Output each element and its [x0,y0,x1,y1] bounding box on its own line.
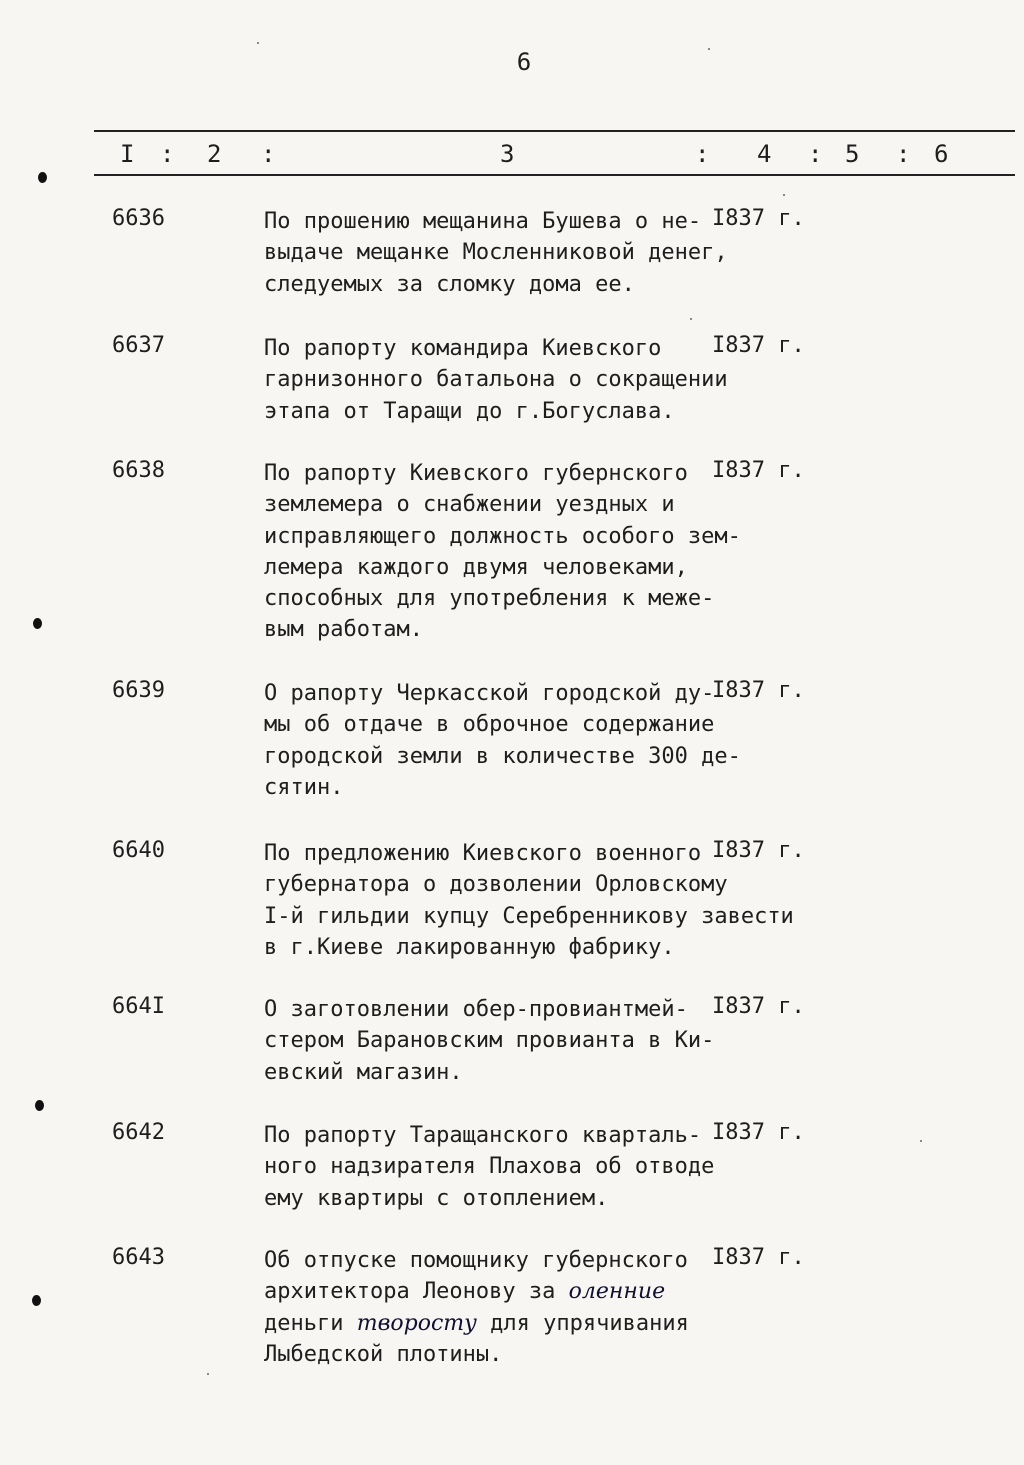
column-header-6: 6 [934,140,949,168]
entry-line: способных для употребления к меже- [264,586,715,612]
entry-number: 6639 [112,678,165,703]
entry-line: Лыбедской плотины. [264,1341,503,1367]
scan-speck [257,42,259,44]
column-separator: : [160,140,175,168]
scan-speck [207,1373,209,1375]
entry-line: этапа от Таращи до г.Богуслава. [264,398,675,424]
entry-year: I837 г. [712,206,805,231]
entry-line: городской земли в количестве 300 де- [264,743,741,769]
punch-hole [32,1295,41,1306]
entry-description [264,1245,714,1370]
entry-year: I837 г. [712,1245,805,1270]
entry-line: евский магазин. [264,1059,463,1085]
entry-line: ему квартиры с отоплением. [264,1185,609,1211]
entry-line: выдаче мещанке Мосленниковой денег, [264,240,728,266]
entry-year: I837 г. [712,1120,805,1145]
entry-number: 6637 [112,333,165,358]
entry-line: губернатора о дозволении Орловскому [264,872,728,898]
entry-year: I837 г. [712,994,805,1019]
entry-line: исправляющего должность особого зем- [264,523,741,549]
entry-line: О заготовлении обер-провиантмей- [264,997,688,1022]
entry-line: сятин. [264,774,344,800]
entry-line: По рапорту командира Киевского [264,336,662,361]
column-separator: : [896,140,911,168]
punch-hole [35,1100,44,1111]
column-separator: : [695,140,710,168]
column-header-1: I [120,140,135,168]
entry-number: 6642 [112,1120,165,1145]
entry-line: По рапорту Киевского губернского [264,461,688,486]
entry-line: следуемых за сломку дома ее. [264,271,635,297]
entry-line: По прошению мещанина Бушева о не- [264,209,702,234]
entry-line: гарнизонного батальона о сокращении [264,367,728,393]
scan-speck [783,194,785,196]
entry-description [264,458,741,646]
entry-number: 6640 [112,838,165,863]
column-separator: : [261,140,276,168]
entry-line: лемера каждого двумя человеками, [264,554,688,580]
entry-number: 6638 [112,458,165,483]
punch-hole [33,618,42,629]
entry-year: I837 г. [712,458,805,483]
entry-line: архитектора Леонову за [264,1279,556,1305]
scan-speck [708,48,710,50]
entry-line: ного надзирателя Плахова об отводе [264,1154,715,1180]
entry-description [264,678,741,803]
entry-description [264,333,728,427]
entry-line: Об отпуске помощнику губернского [264,1248,688,1273]
entry-number: 664I [112,994,165,1019]
entry-number: 6636 [112,206,165,231]
entry-year: I837 г. [712,838,805,863]
entry-line: По предложению Киевского военного [264,841,702,866]
entry-year: I837 г. [712,678,805,703]
column-header-4: 4 [757,140,772,168]
entry-year: I837 г. [712,333,805,358]
column-header-3: 3 [500,140,515,168]
entry-line: I-й гильдии купцу Серебренникову завести [264,903,794,929]
scan-speck [920,1140,922,1142]
entry-line: стером Барановским провианта в Ки- [264,1028,715,1054]
column-header-2: 2 [207,140,222,168]
entry-line: для упрячивания [490,1310,689,1336]
entry-line: мы об отдаче в оброчное содержание [264,712,715,738]
header-top-rule [94,130,1015,132]
entry-line: деньги [264,1310,344,1336]
punch-hole [38,172,47,183]
entry-line: в г.Киеве лакированную фабрику. [264,934,675,960]
column-separator: : [808,140,823,168]
entry-description [264,1120,714,1214]
scan-speck [690,318,692,320]
column-header-5: 5 [845,140,860,168]
entry-description [264,994,714,1088]
entry-description [264,206,728,300]
entry-line: О рапорту Черкасской городской ду- [264,681,715,706]
entry-number: 6643 [112,1245,165,1270]
entry-line: По рапорту Таращанского кварталь- [264,1123,702,1148]
entry-line: землемера о снабжении уездных и [264,492,675,518]
page-number: 6 [516,48,532,76]
entry-line: вым работам. [264,617,423,643]
handwritten-insertion: творосту [356,1310,477,1336]
handwritten-insertion: оленние [568,1279,666,1305]
header-bottom-rule [94,174,1015,176]
